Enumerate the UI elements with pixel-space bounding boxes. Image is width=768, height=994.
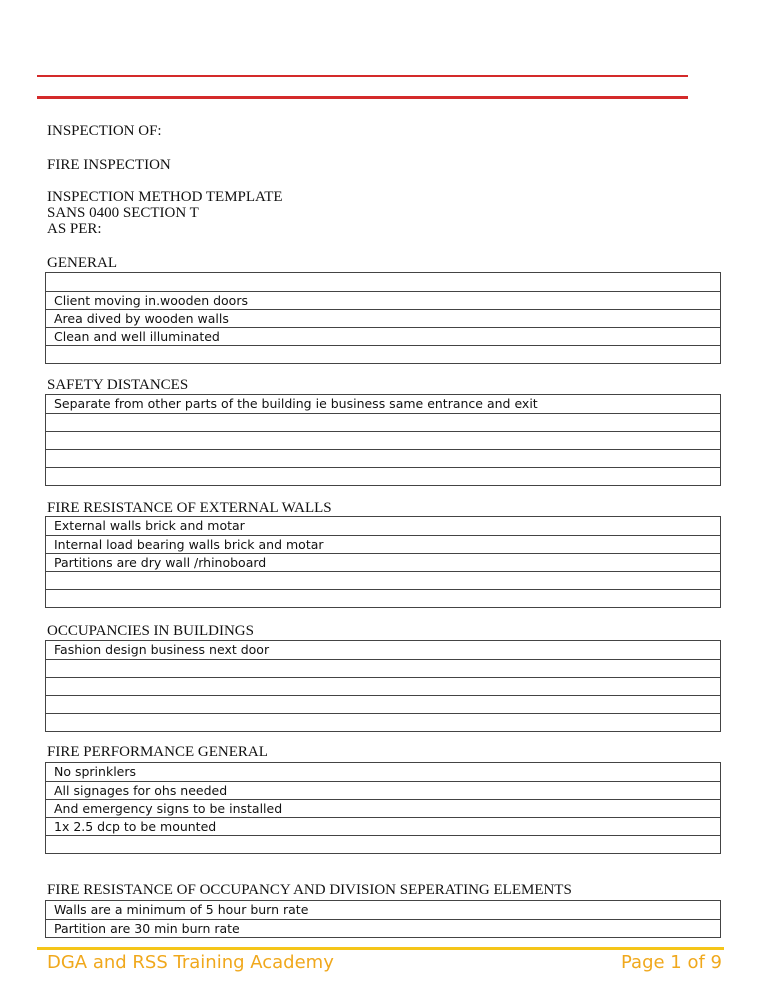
table-row: Client moving in.wooden doors xyxy=(46,291,720,309)
table-row xyxy=(46,589,720,607)
table-row xyxy=(46,571,720,589)
header-rule-top xyxy=(37,75,688,77)
table-row xyxy=(46,695,720,713)
section-title: FIRE PERFORMANCE GENERAL xyxy=(47,744,268,760)
footer-academy: DGA and RSS Training Academy xyxy=(47,952,334,973)
table-row: Area dived by wooden walls xyxy=(46,309,720,327)
table-row: All signages for ohs needed xyxy=(46,781,720,799)
method-line-3: AS PER: xyxy=(47,221,102,237)
table-row xyxy=(46,273,720,291)
header-rule-bottom xyxy=(37,96,688,99)
table-row xyxy=(46,413,720,431)
table-row: 1x 2.5 dcp to be mounted xyxy=(46,817,720,835)
section-title: SAFETY DISTANCES xyxy=(47,377,189,393)
section-table xyxy=(45,640,721,732)
section-table xyxy=(45,394,721,486)
table-row xyxy=(46,345,720,363)
table-row xyxy=(46,449,720,467)
table-row xyxy=(46,677,720,695)
section-title: GENERAL xyxy=(47,255,117,271)
section-table xyxy=(45,272,721,364)
method-line-2: SANS 0400 SECTION T xyxy=(47,205,199,221)
inspection-of-label: INSPECTION OF: xyxy=(47,123,162,139)
footer-page-number: Page 1 of 9 xyxy=(621,952,722,973)
table-row: Walls are a minimum of 5 hour burn rate xyxy=(54,902,309,917)
section-table xyxy=(45,762,721,854)
table-row: And emergency signs to be installed xyxy=(46,799,720,817)
inspection-type: FIRE INSPECTION xyxy=(47,157,171,173)
section-table xyxy=(45,516,721,608)
footer-rule xyxy=(37,947,724,950)
table-row: Fashion design business next door xyxy=(54,642,270,657)
table-row xyxy=(46,467,720,485)
table-row: Partition are 30 min burn rate xyxy=(46,919,720,937)
section-title: FIRE RESISTANCE OF OCCUPANCY AND DIVISION SEPERATING ELEMENTS xyxy=(47,882,572,898)
section-table xyxy=(45,900,721,938)
table-row xyxy=(46,431,720,449)
table-row: External walls brick and motar xyxy=(54,518,245,533)
table-row: Partitions are dry wall /rhinoboard xyxy=(46,553,720,571)
section-title: FIRE RESISTANCE OF EXTERNAL WALLS xyxy=(47,500,332,516)
table-row xyxy=(46,713,720,731)
section-title: OCCUPANCIES IN BUILDINGS xyxy=(47,623,254,639)
method-line-1: INSPECTION METHOD TEMPLATE xyxy=(47,189,283,205)
table-row: Separate from other parts of the building ie business same entrance and exit xyxy=(54,396,538,411)
table-row: Internal load bearing walls brick and motar xyxy=(46,535,720,553)
table-row: No sprinklers xyxy=(54,764,137,779)
table-row: Clean and well illuminated xyxy=(46,327,720,345)
table-row xyxy=(46,835,720,853)
table-row xyxy=(46,659,720,677)
